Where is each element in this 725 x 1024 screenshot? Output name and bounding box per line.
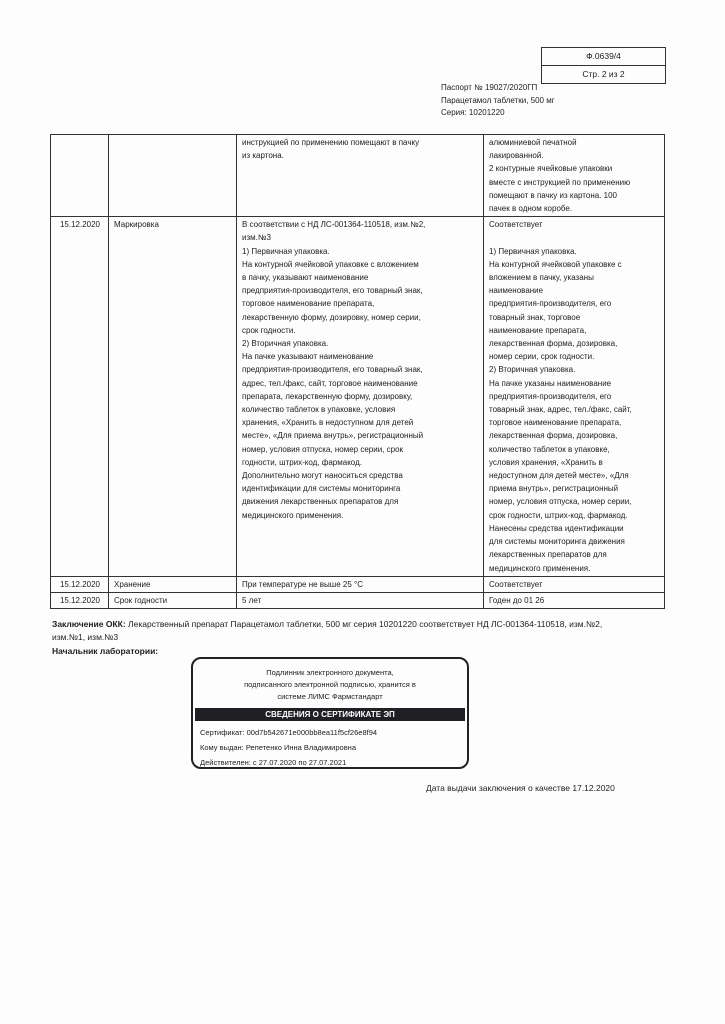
row-parameter: Хранение <box>109 576 237 592</box>
lab-head-label: Начальник лаборатории: <box>52 646 159 656</box>
row-requirement: При температуре не выше 25 °С <box>237 576 484 592</box>
page-number: Стр. 2 из 2 <box>582 69 625 79</box>
row-parameter <box>109 135 237 217</box>
row-date: 15.12.2020 <box>51 592 109 608</box>
row-date: 15.12.2020 <box>51 576 109 592</box>
row-requirement: 5 лет <box>237 592 484 608</box>
electronic-signature-stamp <box>191 657 469 769</box>
passport-number: Паспорт № 19027/2020ГП <box>441 83 538 92</box>
conclusion-label: Заключение ОКК: <box>52 619 126 629</box>
certificate-info-bar: СВЕДЕНИЯ О СЕРТИФИКАТЕ ЭП <box>195 708 465 721</box>
table-row <box>51 576 665 592</box>
row-date: 15.12.2020 <box>51 217 109 576</box>
row-requirement: инструкцией по применению помещают в пачку из картона. <box>237 135 484 217</box>
series-number: Серия: 10201220 <box>441 108 505 117</box>
table-row <box>51 217 665 576</box>
row-result: Годен до 01 26 <box>484 592 665 608</box>
signature-intro: Подлинник электронного документа, подписанного электронной подписью, хранится в системе ЛИМС Фармстандарт <box>244 668 416 701</box>
test-results-table <box>50 134 665 609</box>
form-code-box <box>541 47 666 84</box>
product-name: Парацетамол таблетки, 500 мг <box>441 95 555 105</box>
row-result: Соответствует <box>484 576 665 592</box>
certificate-issued-to: Кому выдан: Репетенко Инна Владимировна <box>200 743 356 752</box>
table-row <box>51 592 665 608</box>
document-header <box>441 82 555 120</box>
row-result: Соответствует 1) Первичная упаковка. На контурной ячейковой упаковке с вложением в пачку, указаны наименование предприятия-производителя, его товарный знак, торговое наименование препарата, лекарственная форма, дозировка, номер серии, срок годности. 2) Вторичная упаковка. На пачке указаны наименование предприятия-производителя, его товарный знак, адрес, тел./факс, сайт, торговое наименование препарата, лекарственная форма, дозировка, количество таблеток в упаковке, условия хранения, «Хранить в недоступном для детей месте», «Для приема внутрь», регистрационный номер, условия отпуска, номер серии, срок годности, штрих-код, фармакод. Нанесены средства идентификации для системы мониторинга движения лекарственных препаратов для медицинского применения. <box>484 217 665 576</box>
row-requirement: В соответствии с НД ЛС-001364-110518, изм.№2, изм.№3 1) Первичная упаковка. На контурной ячейковой упаковке с вложением в пачку, указывают наименование предприятия-производителя, его товарный знак, торговое наименование препарата, лекарственную форму, дозировку, номер серии, срок годности. 2) Вторичная упаковка. На пачке указывают наименование предприятия-производителя, его товарный знак, адрес, тел./факс, сайт, торговое наименование препарата, лекарственную форму, дозировку, количество таблеток в упаковке, условия хранения, «Хранить в недоступном для детей месте», «Для приема внутрь», регистрационный номер, условия отпуска, номер серии, срок годности, штрих-код, фармакод. Дополнительно могут наноситься средства идентификации для системы мониторинга движения лекарственных препаратов для медицинского применения. <box>237 217 484 576</box>
certificate-number: Сертификат: 00d7b542671e000bb8ea11f5cf26e8f94 <box>200 728 378 737</box>
certificate-validity: Действителен: с 27.07.2020 по 27.07.2021 <box>200 758 347 767</box>
qc-conclusion <box>52 618 612 643</box>
issue-date: Дата выдачи заключения о качестве 17.12.2020 <box>426 783 615 793</box>
form-code: Ф.0639/4 <box>542 48 665 66</box>
row-date <box>51 135 109 217</box>
row-parameter: Срок годности <box>109 592 237 608</box>
conclusion-text: Лекарственный препарат Парацетамол таблетки, 500 мг серия 10201220 соответствует НД ЛС-001364-110518, изм.№2, изм.№1, изм.№3 <box>52 619 603 642</box>
row-parameter: Маркировка <box>109 217 237 576</box>
row-result: алюминиевой печатной лакированной. 2 контурные ячейковые упаковки вместе с инструкцией по применению помещают в пачку из картона. 100 пачек в одном коробе. <box>484 135 665 217</box>
table-row <box>51 135 665 217</box>
